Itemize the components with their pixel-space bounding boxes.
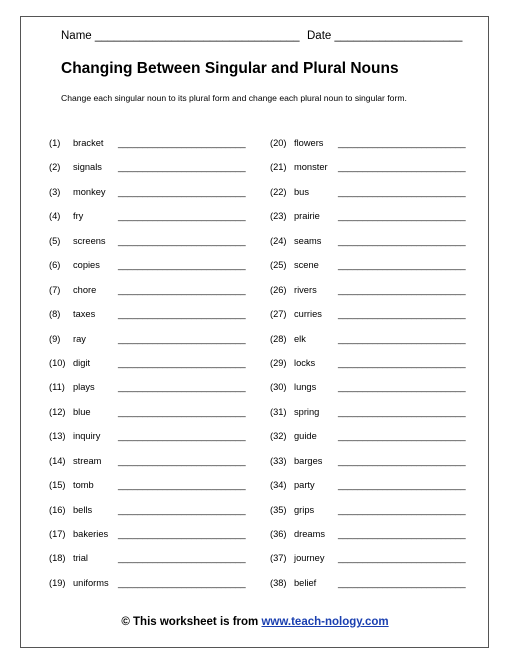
question-number: (7) bbox=[49, 284, 61, 295]
question-word: copies bbox=[73, 260, 100, 271]
answer-blank: __________________________ bbox=[118, 309, 246, 320]
question-number: (13) bbox=[49, 431, 66, 442]
answer-blank: __________________________ bbox=[338, 138, 466, 148]
question-number: (3) bbox=[49, 186, 61, 197]
question-word: journey bbox=[294, 553, 325, 564]
answer-blank: __________________________ bbox=[338, 406, 466, 417]
question-word: screens bbox=[73, 235, 106, 246]
answer-blank: __________________________ bbox=[338, 260, 466, 271]
question-number: (8) bbox=[49, 309, 61, 320]
question-number: (30) bbox=[270, 382, 287, 393]
answer-blank: __________________________ bbox=[118, 211, 246, 222]
question-word: curries bbox=[294, 309, 322, 320]
question-number: (12) bbox=[49, 406, 66, 417]
answer-blank: __________________________ bbox=[118, 357, 246, 368]
answer-blank: __________________________ bbox=[118, 406, 246, 417]
answer-blank: __________________________ bbox=[118, 382, 246, 393]
answer-blank: __________________________ bbox=[338, 211, 466, 222]
question-word: bakeries bbox=[73, 529, 109, 539]
question-number: (15) bbox=[49, 480, 66, 491]
answer-blank: __________________________ bbox=[118, 186, 246, 197]
question-number: (1) bbox=[49, 138, 61, 148]
question-number: (20) bbox=[270, 138, 287, 148]
question-number: (10) bbox=[49, 357, 66, 368]
footer-link[interactable]: www.teach-nology.com bbox=[261, 616, 389, 628]
answer-blank: __________________________ bbox=[338, 162, 466, 173]
answer-blank: __________________________ bbox=[118, 138, 246, 148]
answer-blank: __________________________ bbox=[338, 235, 466, 246]
question-number: (27) bbox=[270, 309, 287, 320]
answer-blank: __________________________ bbox=[338, 382, 466, 393]
question-number: (19) bbox=[49, 577, 66, 588]
question-number: (37) bbox=[270, 553, 287, 564]
question-number: (25) bbox=[270, 260, 287, 271]
question-word: seams bbox=[294, 235, 322, 246]
question-word: flowers bbox=[294, 138, 324, 148]
question-word: bracket bbox=[73, 138, 104, 148]
question-number: (6) bbox=[49, 260, 61, 271]
question-word: spring bbox=[294, 406, 320, 417]
answer-blank: __________________________ bbox=[118, 284, 246, 295]
question-word: barges bbox=[294, 455, 323, 466]
question-number: (29) bbox=[270, 357, 287, 368]
question-word: monster bbox=[294, 162, 328, 173]
question-word: elk bbox=[294, 333, 306, 344]
question-word: prairie bbox=[294, 211, 320, 222]
answer-blank: __________________________ bbox=[118, 333, 246, 344]
answer-blank: __________________________ bbox=[118, 504, 246, 515]
question-number: (26) bbox=[270, 284, 287, 295]
question-number: (14) bbox=[49, 455, 66, 466]
answer-blank: __________________________ bbox=[118, 553, 246, 564]
question-word: bus bbox=[294, 186, 309, 197]
question-word: locks bbox=[294, 357, 316, 368]
question-word: chore bbox=[73, 284, 97, 295]
question-word: belief bbox=[294, 577, 317, 588]
question-number: (11) bbox=[49, 382, 65, 393]
question-word: plays bbox=[73, 382, 95, 393]
question-number: (16) bbox=[49, 504, 66, 515]
answer-blank: __________________________ bbox=[118, 577, 246, 588]
answer-blank: __________________________ bbox=[118, 235, 246, 246]
question-word: inquiry bbox=[73, 431, 101, 442]
worksheet-title: Changing Between Singular and Plural Nouns bbox=[61, 60, 399, 77]
answer-blank: __________________________ bbox=[338, 186, 466, 197]
question-number: (38) bbox=[270, 577, 287, 588]
question-number: (34) bbox=[270, 480, 287, 491]
question-word: party bbox=[294, 480, 315, 491]
question-number: (17) bbox=[49, 529, 66, 539]
question-number: (2) bbox=[49, 162, 61, 173]
answer-blank: __________________________ bbox=[118, 431, 246, 442]
footer-text: © This worksheet is from bbox=[121, 616, 262, 628]
answer-blank: __________________________ bbox=[118, 455, 246, 466]
question-word: lungs bbox=[294, 382, 317, 393]
question-number: (23) bbox=[270, 211, 287, 222]
question-word: stream bbox=[73, 455, 102, 466]
instructions: Change each singular noun to its plural form and change each plural noun to singular form. bbox=[61, 93, 407, 103]
question-word: digit bbox=[73, 357, 91, 368]
question-number: (33) bbox=[270, 455, 287, 466]
answer-blank: __________________________ bbox=[338, 480, 466, 491]
answer-blank: __________________________ bbox=[338, 333, 466, 344]
question-word: taxes bbox=[73, 309, 96, 320]
question-word: bells bbox=[73, 504, 93, 515]
footer bbox=[0, 616, 510, 628]
question-word: dreams bbox=[294, 529, 326, 539]
question-number: (36) bbox=[270, 529, 287, 539]
question-word: signals bbox=[73, 162, 102, 173]
question-word: guide bbox=[294, 431, 317, 442]
question-number: (22) bbox=[270, 186, 287, 197]
question-number: (18) bbox=[49, 553, 66, 564]
question-word: rivers bbox=[294, 284, 317, 295]
answer-blank: __________________________ bbox=[118, 480, 246, 491]
name-field: Name ________________________________ bbox=[61, 30, 300, 42]
answer-blank: __________________________ bbox=[338, 577, 466, 588]
question-number: (31) bbox=[270, 406, 287, 417]
answer-blank: __________________________ bbox=[338, 431, 466, 442]
question-number: (32) bbox=[270, 431, 287, 442]
question-word: ray bbox=[73, 333, 86, 344]
question-word: monkey bbox=[73, 186, 106, 197]
question-word: trial bbox=[73, 553, 88, 564]
answer-blank: __________________________ bbox=[338, 284, 466, 295]
question-word: grips bbox=[294, 504, 315, 515]
question-number: (9) bbox=[49, 333, 61, 344]
answer-blank: __________________________ bbox=[118, 529, 246, 539]
question-number: (4) bbox=[49, 211, 61, 222]
answer-blank: __________________________ bbox=[338, 553, 466, 564]
question-word: tomb bbox=[73, 480, 94, 491]
answer-blank: __________________________ bbox=[118, 162, 246, 173]
question-number: (5) bbox=[49, 235, 61, 246]
date-field: Date ____________________ bbox=[307, 30, 463, 42]
answer-blank: __________________________ bbox=[338, 309, 466, 320]
answer-blank: __________________________ bbox=[338, 357, 466, 368]
answer-blank: __________________________ bbox=[338, 504, 466, 515]
question-word: uniforms bbox=[73, 577, 109, 588]
answer-blank: __________________________ bbox=[338, 529, 466, 539]
question-number: (35) bbox=[270, 504, 287, 515]
question-word: fry bbox=[73, 211, 84, 222]
question-number: (24) bbox=[270, 235, 287, 246]
question-number: (21) bbox=[270, 162, 287, 173]
answer-blank: __________________________ bbox=[118, 260, 246, 271]
answer-blank: __________________________ bbox=[338, 455, 466, 466]
question-word: blue bbox=[73, 406, 91, 417]
question-word: scene bbox=[294, 260, 319, 271]
question-number: (28) bbox=[270, 333, 287, 344]
